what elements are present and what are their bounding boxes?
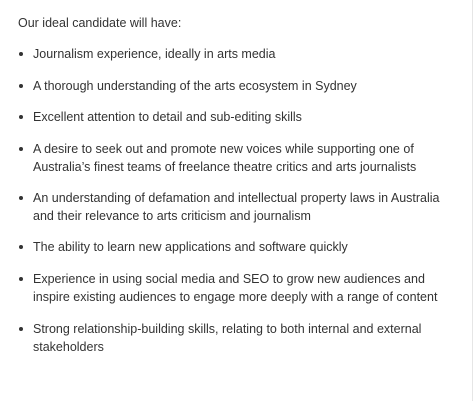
requirement-text: A desire to seek out and promote new voices while supporting one of Australia’s finest teams of freelance theatre critics and arts journalists xyxy=(33,142,417,174)
requirement-text: Experience in using social media and SEO to grow new audiences and inspire existing audiences to engage more deeply with a range of content xyxy=(33,272,438,304)
bullet-icon xyxy=(19,245,23,249)
bullet-icon xyxy=(19,115,23,119)
bullet-icon xyxy=(19,147,23,151)
requirement-text: Excellent attention to detail and sub-editing skills xyxy=(33,110,302,124)
requirement-text: An understanding of defamation and intellectual property laws in Australia and their relevance to arts criticism and journalism xyxy=(33,191,440,223)
bullet-icon xyxy=(19,327,23,331)
requirements-intro: Our ideal candidate will have: xyxy=(18,16,182,30)
bullet-icon xyxy=(19,277,23,281)
requirement-text: Strong relationship-building skills, relating to both internal and external stakeholders xyxy=(33,322,422,354)
requirement-text: The ability to learn new applications and software quickly xyxy=(33,240,348,254)
requirement-text: A thorough understanding of the arts ecosystem in Sydney xyxy=(33,79,357,93)
bullet-icon xyxy=(19,52,23,56)
bullet-icon xyxy=(19,84,23,88)
bullet-icon xyxy=(19,196,23,200)
requirement-text: Journalism experience, ideally in arts media xyxy=(33,47,276,61)
